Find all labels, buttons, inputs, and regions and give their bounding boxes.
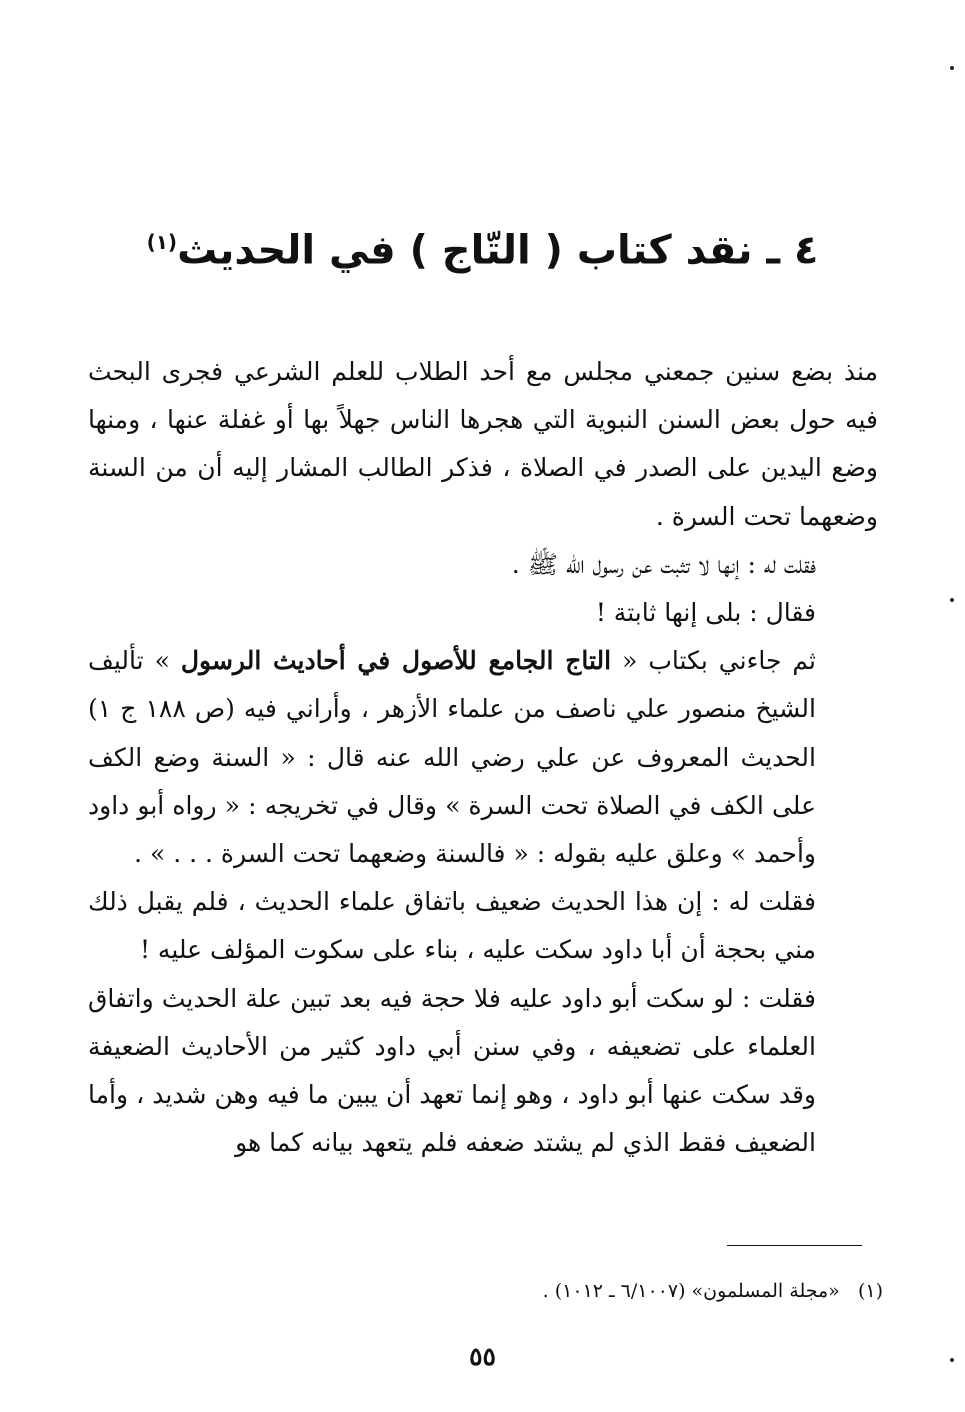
page-number: ٥٥ <box>469 1342 496 1371</box>
footnote-reference: (١) <box>146 230 178 254</box>
footnote-text: «مجلة المسلمون» (٦/١٠٠٧ ـ ١٠١٢) . <box>542 1280 840 1302</box>
body-text <box>88 348 878 1167</box>
paragraph-text: ثم جاءني بكتاب « <box>611 646 816 676</box>
paragraph: فقلت له : إن هذا الحديث ضعيف باتفاق علماء الحديث ، فلم يقبل ذلك مني بحجة أن أبا داود سكت عليه ، بناء على سكوت المؤلف عليه ! <box>88 887 816 965</box>
paragraph: فقلت : لو سكت أبو داود عليه فلا حجة فيه بعد تبين علة الحديث واتفاق العلماء على تضعيفه ، وفي سنن أبي داود كثير من الأحاديث الضعيفة وقد سكت عنها أبو داود ، وهو إنما تعهد أن يبين ما فيه وهن شديد ، وأما الضعيف فقط الذي لم يشتد ضعفه فلم يتعهد بيانه كما هو <box>88 983 816 1158</box>
margin-dot <box>950 66 954 70</box>
footnote-divider <box>727 1245 862 1246</box>
chapter-heading <box>0 212 965 280</box>
footnote <box>543 1277 883 1305</box>
paragraph: فقال : بلى إنها ثابتة ! <box>595 598 816 628</box>
chapter-heading-text: ٤ ـ نقد كتاب ( التّاج ) في الحديث <box>177 227 819 274</box>
paragraph <box>88 637 878 878</box>
book-title: التاج الجامع للأصول في أحاديث الرسول <box>180 646 612 676</box>
paragraph-text: » تأليف الشيخ منصور علي ناصف من علماء الأزهر ، وأراني فيه (ص ١٨٨ ج ١) الحديث المعروف عن علي رضي الله عنه قال : « السنة وضع الكف على الكف في الصلاة تحت السرة » وقال في تخريجه : « رواه أبو داود وأحمد » وعلق عليه بقوله : « فالسنة وضعهما تحت السرة . . . » . <box>88 646 817 869</box>
margin-dot <box>950 598 954 602</box>
footnote-marker: (١) <box>857 1280 883 1302</box>
paragraph: فقلت له : إنها لا تثبت عن رسول الله ﷺ . <box>511 549 816 579</box>
paragraph: منذ بضع سنين جمعني مجلس مع أحد الطلاب للعلم الشرعي فجرى البحث فيه حول بعض السنن النبوية التي هجرها الناس جهلاً بها أو غفلة عنها ، ومنها وضع اليدين على الصدر في الصلاة ، فذكر الطالب المشار إليه أن من السنة وضعهما تحت السرة . <box>88 357 878 531</box>
